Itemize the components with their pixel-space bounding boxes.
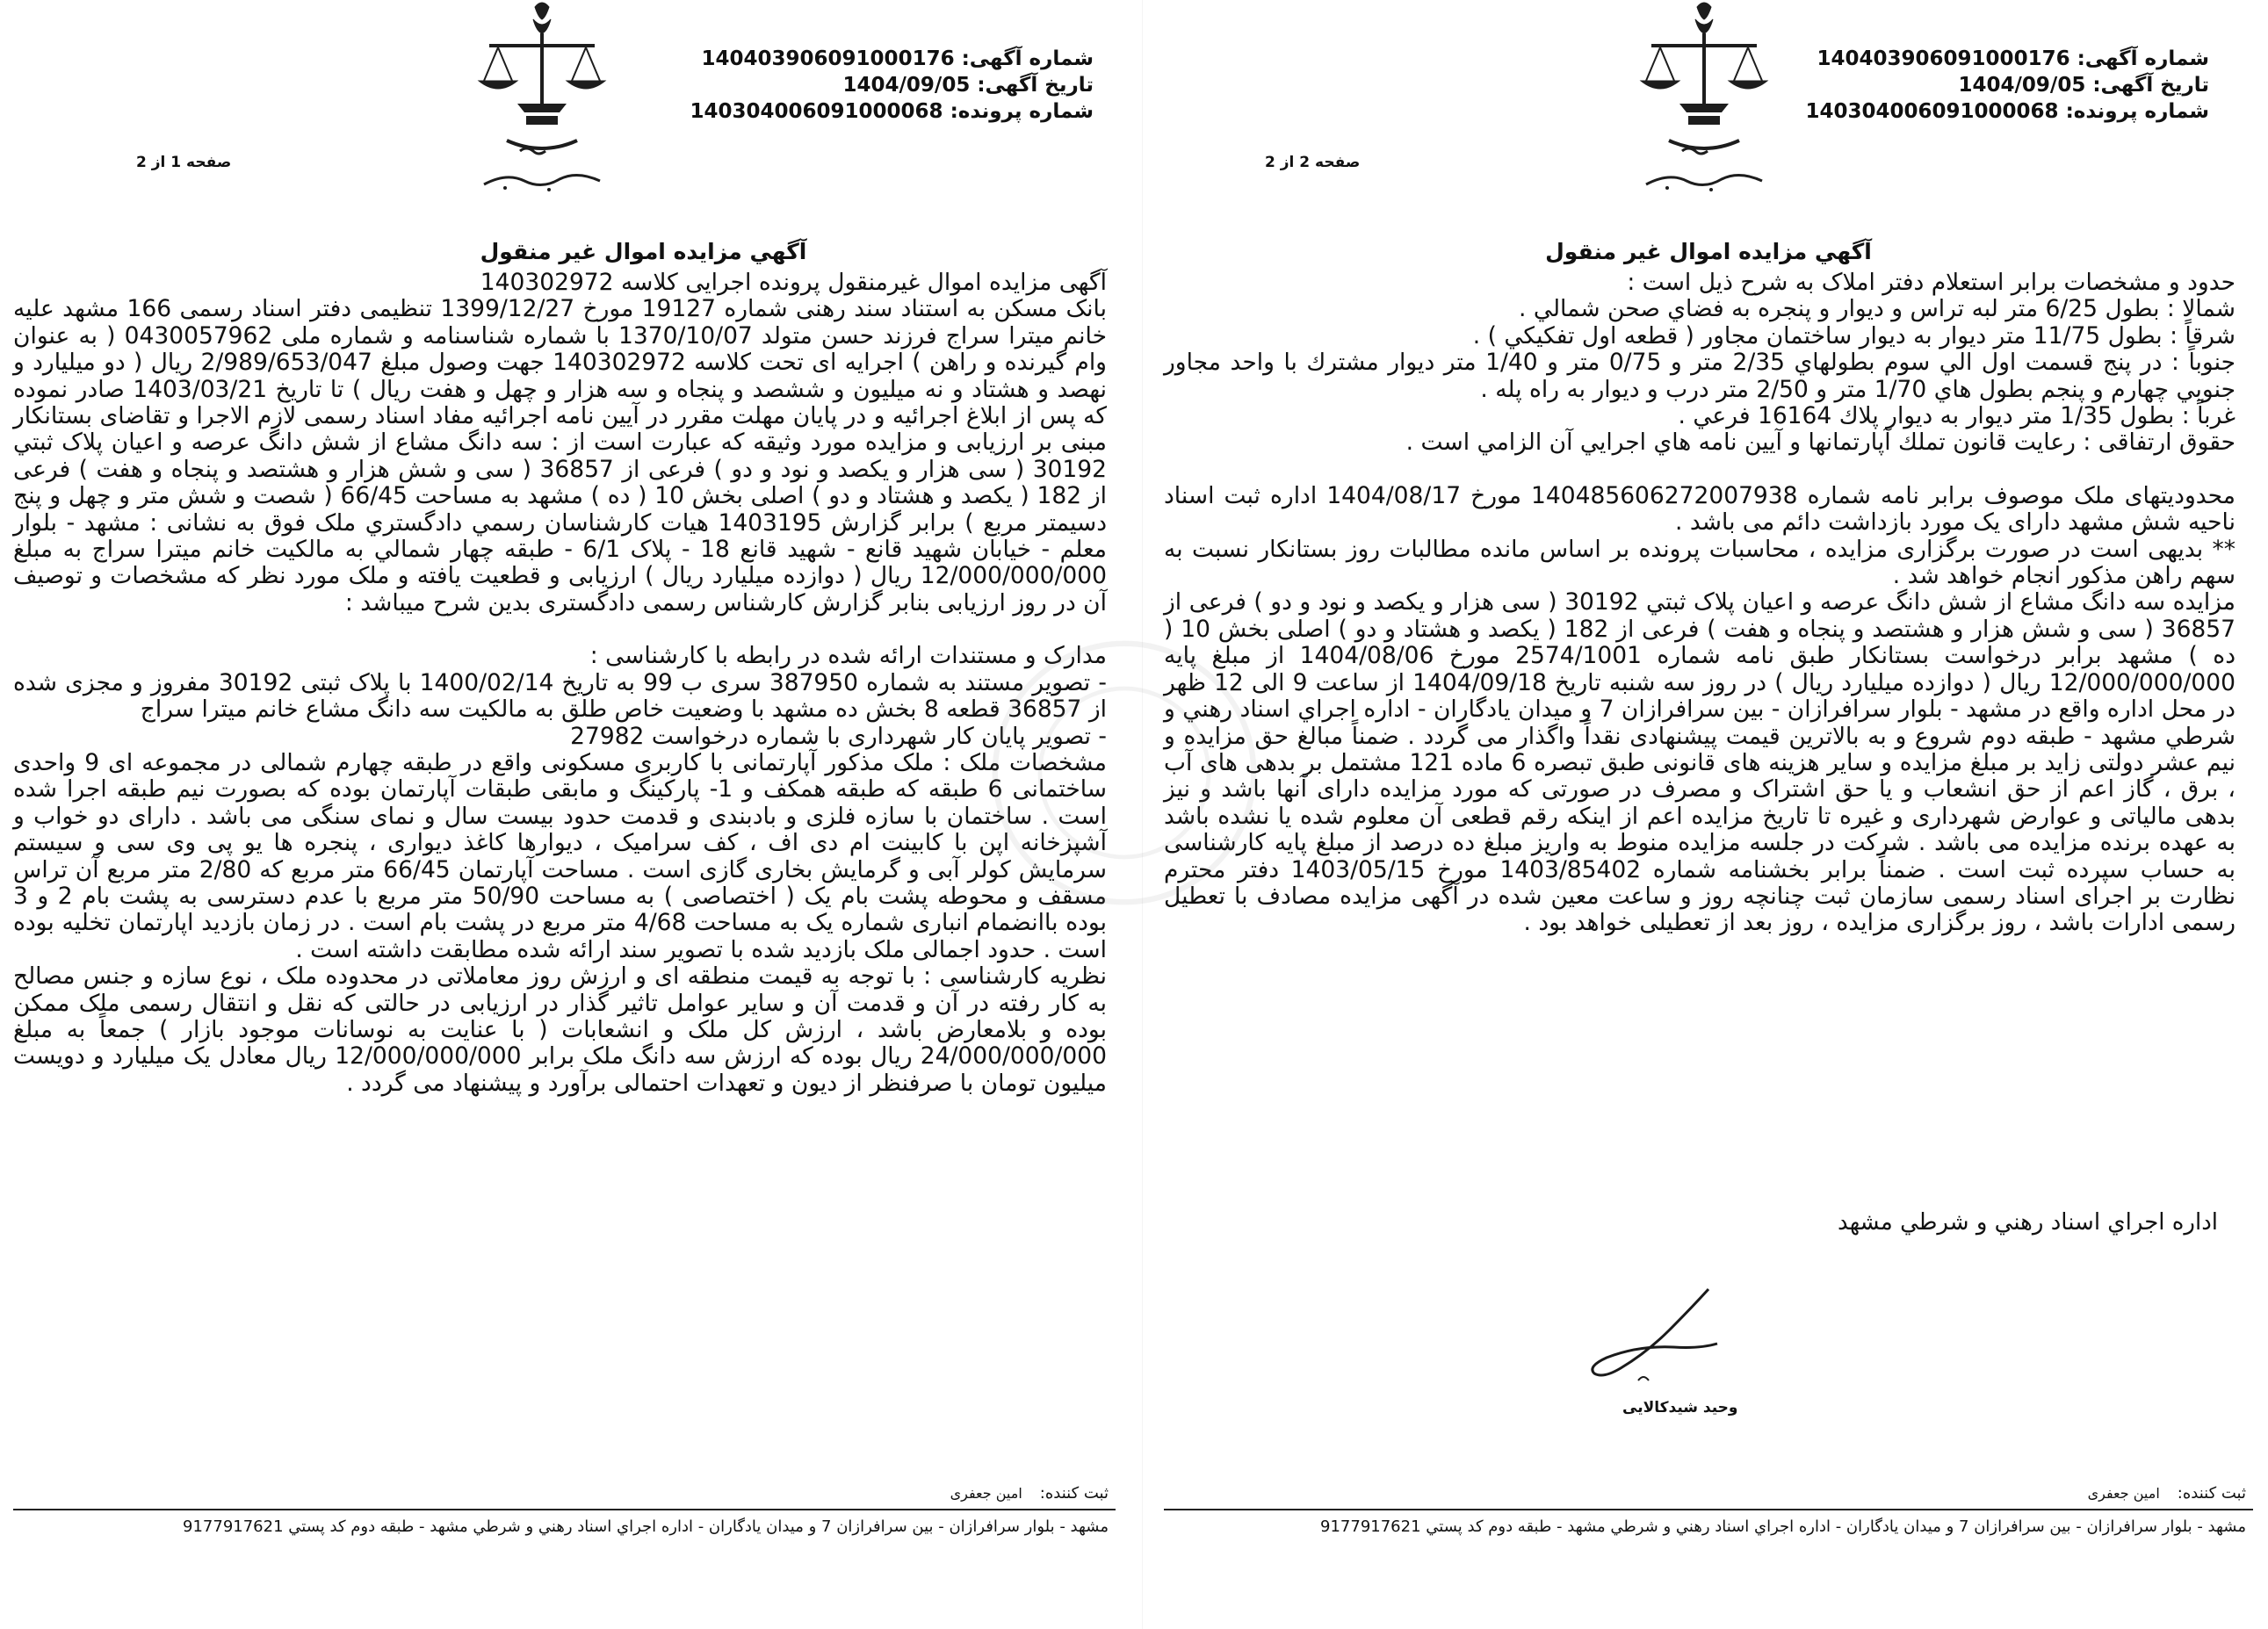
body-paragraph: مدارک و مستندات ارائه شده در رابطه با کارشناسی : [589,642,1107,670]
notice-title: آگهي مزايده اموال غير منقول [1545,239,1872,264]
body-paragraph: مشخصات ملک : ملک مذکور آپارتمانی با کاربری مسکونی واقع در طبقه چهارم شمالی در مجموعه ای 9 واحدی ساختمانی 6 طبقه که طبقه همکف و 1- پارکینگ و مابقی طبقات آپارتمان بوده که بصورت نیم طبقه اجرا شده است . ساختمان با سازه فلزی و بادبندی و قدمت حدود بیست سال و نمای سنگی می باشد . دارای دو خواب و آشپزخانه اپن با کابینت ام دی اف ، کف سرامیک ، دیوارها کاغذ دیواری ، پنجره ها یو پی وی سی و سیستم سرمایش کولر آبی و گرمایش بخاری گازی است . مساحت آپارتمان 66/45 متر مربع که 2/80 متر مربع آن تراس مسقف و محوطه پشت بام یک ( اختصاصی ) به مساحت 50/90 متر مربع با عدم دسترسی به پشت بام 2 و 3 بوده باانضمام انباری شماره یک به مساحت 4/68 متر مربع در پشت بام است . در زمان بازدید اپارتمان تخلیه بوده است . حدود اجمالی ملک بازدید شده با تصویر سند ارائه شده مطابقت داشته است . [13,748,1107,963]
body-paragraph: شرقاً : بطول 11/75 متر ديوار به ديوار ساختمان مجاور ( قطعه اول تفکيکي ) . [1472,321,2235,350]
notice-meta [690,46,1094,125]
signature [1585,1282,1744,1409]
judiciary-emblem [472,0,612,205]
body-paragraph: مزایده سه دانگ مشاع از شش دانگ عرصه و اعیان پلاک ثبتي 30192 ( سی هزار و یکصد و نود و دو ) فرعی از 36857 ( سی و شش هزار و هشتصد و پنجاه و هفت ) فرعی از 182 ( یکصد و هشتاد و دو ) اصلی بخش 10 ( ده ) مشهد برابر درخواست بستانکار طبق نامه شماره 2574/1001 مورخ 1404/08/06 از مبلغ پایه 12/000/000/000 ریال ( دوازده میلیارد ریال ) در روز سه شنبه تاریخ 1404/09/18 از ساعت 9 الی 12 ظهر در محل اداره واقع در مشهد - بلوار سرافرازان - بین سرافرازان 7 و میدان یادگاران - اداره اجراي اسناد رهني و شرطي مشهد - طبقه دوم شروع و به بالاترین قیمت پیشنهادی نقداً واگذار می گردد . ضمناً مبالغ حق مزایده و نیم عشر دولتی زاید بر مبلغ مزایده و سایر هزینه های قانونی طبق تبصره 6 ماده 121 مشتمل بر بدهی های آب ، برق ، گاز اعم از حق انشعاب و یا حق اشتراک و مصرف در صورتی که مورد مزایده دارای آنها باشد و نیز بدهی مالیاتی و عوارض شهرداری و غیره تا تاریخ مزایده اعم از اینکه رقم قطعی آن معلوم شده یا نشده باشد به عهده برنده مزایده می باشد . شرکت در جلسه مزایده منوط به واریز مبلغ ده درصد از مبلغ پایه کارشناسی به حساب سپرده ثبت است . ضمناً برابر بخشنامه شماره 1403/85402 مورخ 1403/05/15 دفتر محترم نظارت بر اجرای اسناد رسمی سازمان ثبت چنانچه روز و ساعت معین شده در آگهی مزایده مصادف با تعطیل رسمی ادارات باشد ، روز برگزاری مزایده ، روز بعد از تعطیلی خواهد بود . [1164,588,2236,937]
file-number: 140304006091000068 [1805,100,2059,123]
notice-number: 140403906091000176 [1817,47,2070,70]
body-paragraph: حدود و مشخصات برابر استعلام دفتر املاک به شرح ذیل است : [1627,269,2235,296]
registrar-label: ثبت کننده: [2177,1484,2246,1503]
body-paragraph: نظریه کارشناسی : با توجه به قیمت منطقه ای و ارزش روز معاملاتی در محدوده ملک ، نوع سازه و جنس مصالح به کار رفته در آن و قدمت آن و سایر عوامل تاثیر گذار در ارزیابی در حالتی که نقل و انتقال رسمی ملک ممکن بوده و بلامعارض باشد ، ارزش کل ملک و انشعابات ( با عنایت به نوسانات موجود بازار ) جمعاً به مبلغ 24/000/000/000 ریال بوده که ارزش سه دانگ ملک برابر 12/000/000/000 ریال معادل یک میلیارد و دویست میلیون تومان با صرفنظر از دیون و تعهدات احتمالی برآورد و پیشنهاد می گردد . [13,962,1108,1097]
file-number-row [690,98,1094,125]
notice-number-label: شماره آگهی: [2077,47,2209,70]
judiciary-emblem [1634,0,1774,205]
notice-number-row [690,46,1094,72]
registrar [950,1484,1109,1503]
office-address: مشهد - بلوار سرافرازان - بین سرافرازان 7 و میدان یادگاران - اداره اجراي اسناد رهني و شرطي مشهد - طبقه دوم کد پستي 9177917621 [183,1517,1109,1536]
file-number-label: شماره پرونده: [2065,100,2209,123]
notice-body [13,270,1107,1097]
notice-date: 1404/09/05 [1958,74,2086,97]
file-number: 140304006091000068 [690,100,943,123]
notice-title: آگهي مزايده اموال غير منقول [480,239,807,264]
body-paragraph: بانک مسکن به استناد سند رهنی شماره 19127 مورخ 1399/12/27 تنظیمی دفتر اسناد رسمی 166 مشهد علیه خانم میترا سراج فرزند حسن متولد 1370/10/07 با شماره شناسنامه و شماره ملی 0430057962 ( به عنوان وام گیرنده و راهن ) اجرایه ای تحت کلاسه 140302972 جهت وصول مبلغ 2/989/653/047 ریال ( دو میلیارد و نهصد و هشتاد و نه میلیون و ششصد و پنجاه و سه هزار و چهل و هفت ریال ) تا تاریخ 1403/03/21 صادر نموده که پس از ابلاغ اجرائیه و در پایان مهلت مقرر در آیین نامه اجرائیه مفاد اسناد رسمی لازم الاجرا و تقاضای بستانکار مبنی بر ارزیابی و مزایده مورد وثیقه که عبارت است از : سه دانگ مشاع از شش دانگ عرصه و اعیان پلاک ثبتي 30192 ( سی هزار و یکصد و نود و دو ) فرعی از 36857 ( سی و شش هزار و هشتصد و پنجاه و هفت ) فرعی از 182 ( یکصد و هشتاد و دو ) اصلی بخش 10 ( ده ) مشهد به مساحت 66/45 ( شصت و شش متر و چهل و پنج دسیمتر مربع ) برابر گزارش 1403195 هیات کارشناسان رسمي دادگستري ملک فوق به نشانی : مشهد - بلوار معلم - خیابان شهید قانع - شهید قانع 18 - پلاک 6/1 - طبقه چهار شمالي به مالکیت خانم میترا سراج به مبلغ 12/000/000/000 ریال ( دوازده میلیارد ریال ) ارزیابی و قطعیت یافته و ملک مورد نظر که مشخصات و توصیف آن در روز ارزیابی بنابر گزارش کارشناس رسمی دادگستری بدین شرح میباشد : [13,295,1108,616]
notice-date-row [1806,72,2210,98]
body-paragraph: حقوق ارتفاقی : رعايت قانون تملك آپارتمانها و آيين نامه هاي اجرايي آن الزامي است . [1405,429,2235,457]
notice-date-row [690,72,1094,98]
body-paragraph: غرباً : بطول 1/35 متر ديوار به ديوار پلاك 16164 فرعي . [1678,402,2235,430]
registrar [2088,1484,2246,1503]
registrar-name: امین جعفری [950,1485,1022,1502]
page-number: صفحه 1 از 2 [136,154,232,171]
scales-emblem-icon [1634,0,1774,202]
body-paragraph: - تصویر پایان کار شهرداری با شماره درخواست 27982 [570,722,1107,750]
scales-emblem-icon [472,0,612,202]
body-paragraph: آگهی مزایده اموال غیرمنقول پرونده اجرایی کلاسه 140302972 [480,269,1107,296]
page-two-column [1164,0,2253,1629]
notice-date-label: تاریخ آگهی: [2092,74,2209,97]
office-address: مشهد - بلوار سرافرازان - بین سرافرازان 7 و میدان یادگاران - اداره اجراي اسناد رهني و شرطي مشهد - طبقه دوم کد پستي 9177917621 [1320,1517,2246,1536]
body-paragraph: ** بدیهی است در صورت برگزاری مزایده ، محاسبات پرونده بر اساس مانده مطالبات روز بستانکار نسبت به سهم راهن مذکور انجام خواهد شد . [1164,535,2235,590]
issuing-office: اداره اجراي اسناد رهني و شرطي مشهد [1838,1209,2218,1236]
notice-date-label: تاریخ آگهی: [977,74,1094,97]
notice-body [1164,270,2235,937]
notice-number-row [1806,46,2210,72]
notice-number: 140403906091000176 [701,47,955,70]
registrar-name: امین جعفری [2087,1485,2160,1502]
column-divider [1142,0,1143,1629]
notice-date: 1404/09/05 [842,74,971,97]
registrar-label: ثبت کننده: [1039,1484,1109,1503]
body-paragraph: - تصویر مستند به شماره 387950 سری ب 99 به تاریخ 1400/02/14 با پلاک ثبتی 30192 مفروز و مجزی شده از 36857 قطعه 8 بخش ده مشهد با وضعیت خاص طلق به مالکیت سه دانگ مشاع خانم میترا سراج [13,668,1107,724]
signer-name: وحید شیدکالایی [1622,1399,1738,1416]
page-one-column [13,0,1116,1629]
footer-divider [13,1509,1116,1510]
signature-icon [1585,1282,1744,1405]
body-paragraph: جنوباً : در پنج قسمت اول الي سوم بطولهاي 2/35 متر و 0/75 متر و 1/40 متر ديوار مشترك با واحد مجاور جنوبي چهارم و پنجم بطول هاي 1/70 متر و 2/50 متر درب و ديوار به راه پله . [1164,349,2235,403]
body-paragraph: محدودیتهای ملک موصوف برابر نامه شماره 140485606272007938 مورخ 1404/08/17 اداره ثبت اسناد ناحیه شش مشهد دارای یک مورد بازداشت دائم می باشد . [1164,481,2235,537]
body-paragraph: شمالا : بطول 6/25 متر لبه تراس و دیوار و پنجره به فضاي صحن شمالي . [1519,295,2235,323]
file-number-label: شماره پرونده: [950,100,1094,123]
page-number: صفحه 2 از 2 [1265,154,1361,171]
notice-meta [1806,46,2210,125]
footer-divider [1164,1509,2253,1510]
notice-number-label: شماره آگهی: [961,47,1094,70]
file-number-row [1806,98,2210,125]
